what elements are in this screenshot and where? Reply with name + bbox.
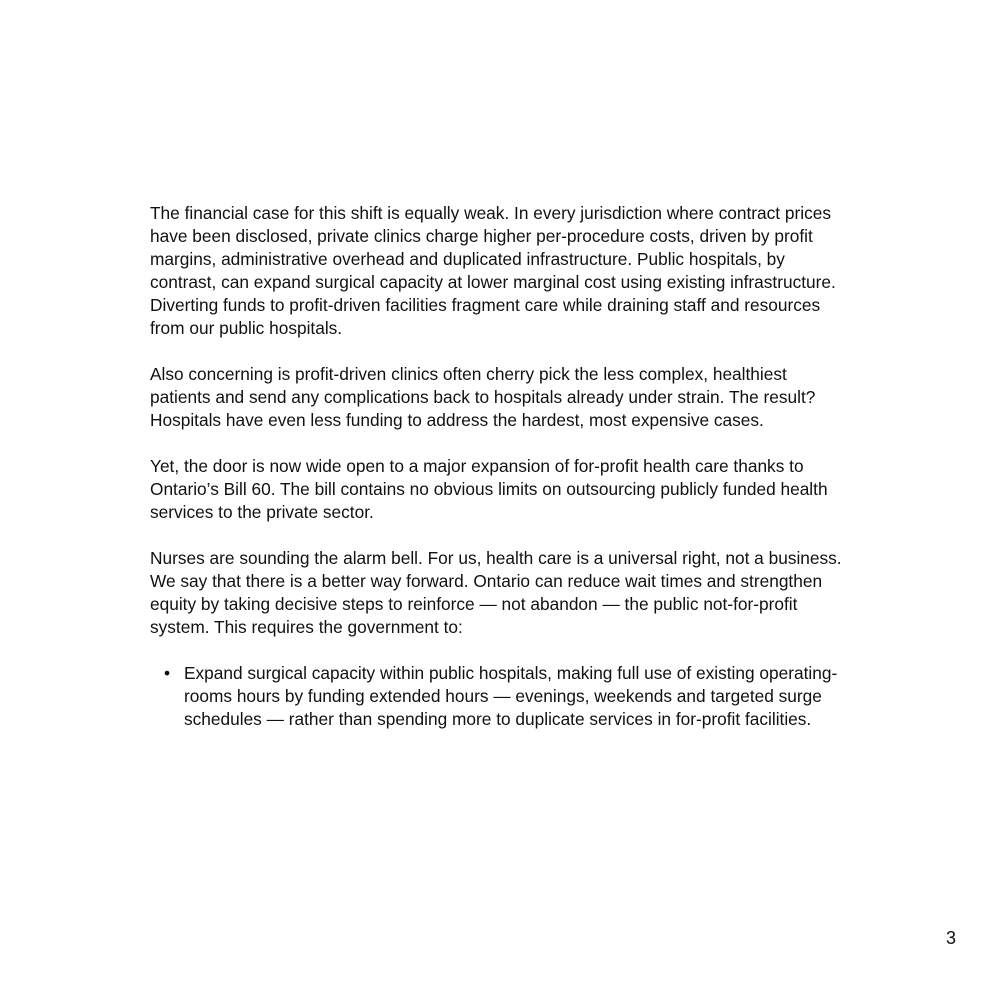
paragraph-bill-60: Yet, the door is now wide open to a major expansion of for-profit health care thanks to Ontario’s Bill 60. The bill contains no obvious limits on outsourcing publicly funded health services to the private sector. [150,456,828,522]
document-body [150,202,845,731]
paragraph-financial-case: The financial case for this shift is equally weak. In every jurisdiction where contract prices have been disclosed, private clinics charge higher per-procedure costs, driven by profit margins, administrative overhead and duplicated infrastructure. Public hospitals, by contrast, can expand surgical capacity at lower marginal cost using existing infrastructure. Diverting funds to profit-driven facilities fragment care while draining staff and resources from our public hospitals. [150,203,836,338]
recommendation-list [150,662,845,731]
list-item [150,662,845,731]
paragraph-nurses-alarm: Nurses are sounding the alarm bell. For us, health care is a universal right, not a business. We say that there is a better way forward. Ontario can reduce wait times and strengthen equity by taking decisive steps to reinforce — not abandon — the public not-for-profit system. This requires the government to: [150,548,842,637]
bullet-icon: • [164,663,171,683]
page-number: 3 [945,928,956,948]
paragraph-cherry-picking: Also concerning is profit-driven clinics often cherry pick the less complex, healthiest patients and send any complications back to hospitals already under strain. The result? Hospitals have even less funding to address the hardest, most expensive cases. [150,364,816,430]
list-item-text: Expand surgical capacity within public hospitals, making full use of existing operating-rooms hours by funding extended hours — evenings, weekends and targeted surge schedules — rather than spending more to duplicate services in for-profit facilities. [184,663,838,729]
